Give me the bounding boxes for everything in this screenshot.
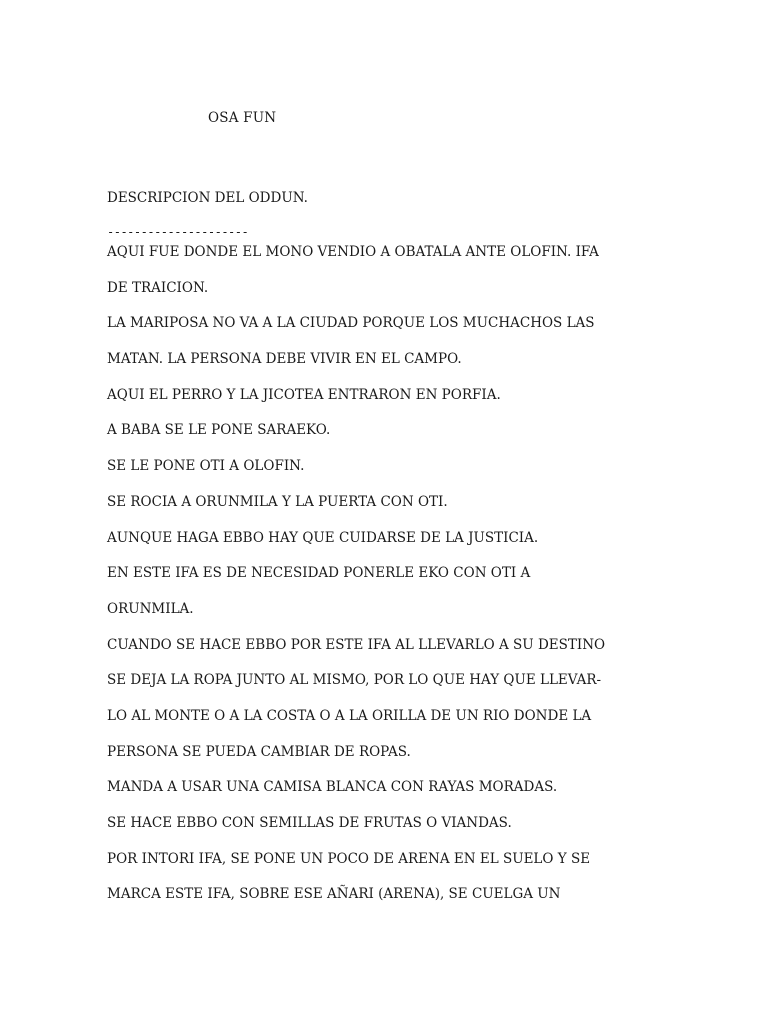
text-line: POR INTORI IFA, SE PONE UN POCO DE ARENA EN EL SUELO Y SE: [107, 850, 591, 867]
text-line: MARCA ESTE IFA, SOBRE ESE AÑARI (ARENA), SE CUELGA UN: [107, 886, 561, 903]
text-line: SE HACE EBBO CON SEMILLAS DE FRUTAS O VIANDAS.: [107, 815, 512, 831]
text-line: LA MARIPOSA NO VA A LA CIUDAD PORQUE LOS MUCHACHOS LAS: [107, 315, 595, 332]
text-line: MANDA A USAR UNA CAMISA BLANCA CON RAYAS MORADAS.: [107, 779, 558, 796]
text-line: PERSONA SE PUEDA CAMBIAR DE ROPAS.: [107, 743, 411, 760]
section-heading: DESCRIPCION DEL ODDUN.: [107, 190, 308, 206]
text-line: A BABA SE LE PONE SARAEKO.: [107, 422, 331, 439]
text-line: CUANDO SE HACE EBBO POR ESTE IFA AL LLEVARLO A SU DESTINO: [107, 636, 606, 653]
text-line: LO AL MONTE O A LA COSTA O A LA ORILLA DE UN RIO DONDE LA: [107, 707, 592, 724]
text-line: AQUI FUE DONDE EL MONO VENDIO A OBATALA ANTE OLOFIN. IFA: [107, 244, 599, 260]
text-line: EN ESTE IFA ES DE NECESIDAD PONERLE EKO CON OTI A: [107, 565, 531, 582]
text-line: SE LE PONE OTI A OLOFIN.: [107, 458, 305, 475]
text-line: SE ROCIA A ORUNMILA Y LA PUERTA CON OTI.: [107, 493, 448, 510]
text-line: AQUI EL PERRO Y LA JICOTEA ENTRARON EN PORFIA.: [107, 386, 501, 403]
text-line: DE TRAICION.: [107, 279, 209, 296]
separator-line: ---------------------: [107, 225, 249, 239]
text-line: ORUNMILA.: [107, 600, 194, 617]
text-line: AUNQUE HAGA EBBO HAY QUE CUIDARSE DE LA JUSTICIA.: [107, 529, 539, 546]
text-line: SE DEJA LA ROPA JUNTO AL MISMO, POR LO QUE HAY QUE LLEVAR-: [107, 672, 602, 689]
page-title: OSA FUN: [208, 110, 277, 126]
body-text: [107, 243, 607, 921]
text-line: MATAN. LA PERSONA DEBE VIVIR EN EL CAMPO.: [107, 351, 462, 368]
